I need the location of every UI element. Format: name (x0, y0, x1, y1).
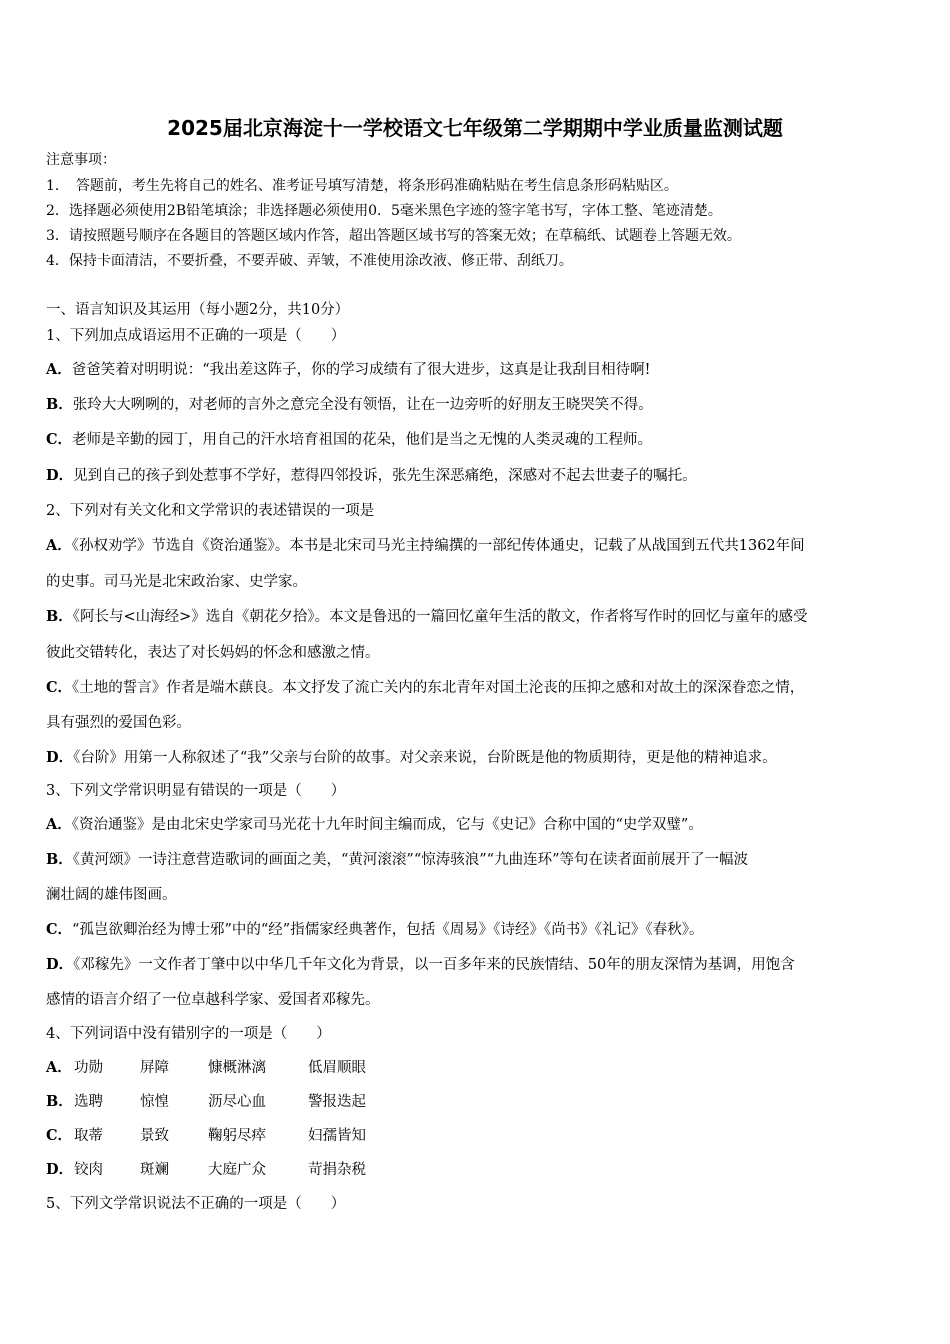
question-4-option-d (46, 1160, 916, 1180)
question-2-option-a-cont: 的史事。司马光是北宋政治家、史学家。 (46, 574, 307, 590)
option-label: D． (46, 1161, 74, 1178)
option-label: A． (46, 1059, 72, 1076)
word: 惊惶 (140, 1094, 169, 1110)
option-text: 张玲大大咧咧的，对老师的言外之意完全没有领悟，让在一边旁听的好朋友王晓哭笑不得。 (72, 397, 653, 413)
notice-item-1: 1． 答题前，考生先将自己的姓名、准考证号填写清楚，将条形码准确粘贴在考生信息条形码粘贴区。 (46, 178, 678, 194)
notice-heading: 注意事项： (46, 152, 116, 168)
option-text: 见到自己的孩子到处惹事不学好，惹得四邻投诉，张先生深恶痛绝，深感对不起去世妻子的嘱托。 (73, 468, 697, 484)
question-3-option-d-cont: 感情的语言介绍了一位卓越科学家、爱国者邓稼先。 (46, 992, 380, 1008)
option-label: C． (46, 679, 73, 696)
notice-item-3: 3．请按照题号顺序在各题目的答题区域内作答，超出答题区域书写的答案无效；在草稿纸、试题卷上答题无效。 (46, 228, 741, 244)
question-2-option-c (46, 678, 916, 698)
option-label: D． (46, 749, 74, 766)
option-text: 《资治通鉴》是由北宋史学家司马光花十九年时间主编而成，它与《史记》合称中国的“史学双璧”。 (71, 817, 703, 833)
word: 铰肉 (74, 1162, 103, 1178)
question-3-option-b-cont: 澜壮阔的雄伟图画。 (46, 887, 177, 903)
word: 低眉顺眼 (308, 1060, 366, 1076)
question-2-stem: 2、下列对有关文化和文学常识的表述错误的一项是 (46, 503, 375, 519)
question-5-stem: 5、下列文学常识说法不正确的一项是（ ） (46, 1196, 346, 1212)
question-3-stem: 3、下列文学常识明显有错误的一项是（ ） (46, 783, 346, 799)
question-3-option-b (46, 850, 916, 870)
option-label: D． (46, 956, 74, 973)
question-2-option-a (46, 536, 916, 556)
word: 斑斓 (140, 1162, 169, 1178)
option-label: B． (46, 608, 73, 625)
option-label: B． (46, 1093, 73, 1110)
question-4-option-c (46, 1126, 916, 1146)
option-label: D． (46, 467, 74, 484)
option-label: B． (46, 396, 73, 413)
question-3-option-c (46, 920, 916, 940)
word: 沥尽心血 (208, 1094, 266, 1110)
question-4-stem: 4、下列词语中没有错别字的一项是（ ） (46, 1026, 331, 1042)
option-text: 《邓稼先》一文作者丁肇中以中华几千年文化为背景，以一百多年来的民族情结、50年的朋友深情为基调，用饱含 (73, 957, 795, 973)
option-text: 《土地的誓言》作者是端木蕻良。本文抒发了流亡关内的东北青年对国土沦丧的压抑之感和对故土的深深眷恋之情， (72, 680, 805, 696)
word: 选聘 (74, 1094, 103, 1110)
word: 鞠躬尽瘁 (208, 1128, 266, 1144)
option-label: C． (46, 1127, 73, 1144)
question-1-option-a (46, 360, 916, 380)
option-text: 《阿长与<山海经>》选自《朝花夕拾》。本文是鲁迅的一篇回忆童年生活的散文，作者将写作时的回忆与童年的感受 (72, 609, 808, 625)
page-title: 2025届北京海淀十一学校语文七年级第二学期期中学业质量监测试题 (167, 116, 783, 140)
question-3-option-a (46, 815, 916, 835)
option-text: 爸爸笑着对明明说：“我出差这阵子，你的学习成绩有了很大进步，这真是让我刮目相待啊! (71, 362, 651, 378)
option-label: B． (46, 851, 73, 868)
question-1-stem: 1、下列加点成语运用不正确的一项是（ ） (46, 328, 346, 344)
word: 妇孺皆知 (308, 1128, 366, 1144)
word: 取蒂 (74, 1128, 103, 1144)
word: 屏障 (140, 1060, 169, 1076)
question-2-option-b (46, 607, 916, 627)
word: 景致 (140, 1128, 169, 1144)
word: 大庭广众 (208, 1162, 266, 1178)
question-1-option-b (46, 395, 916, 415)
question-2-option-d (46, 748, 916, 768)
notice-item-4: 4．保持卡面清洁，不要折叠，不要弄破、弄皱，不准使用涂改液、修正带、刮纸刀。 (46, 253, 573, 269)
section-heading: 一、语言知识及其运用（每小题2分，共10分） (46, 302, 350, 318)
word: 慷概淋漓 (208, 1060, 266, 1076)
word: 苛捐杂税 (308, 1162, 366, 1178)
option-text: 《孙权劝学》节选自《资治通鉴》。本书是北宋司马光主持编撰的一部纪传体通史，记载了从战国到五代共1362年间 (71, 538, 805, 554)
question-4-option-b (46, 1092, 916, 1112)
option-text: 《黄河颂》一诗注意营造歌词的画面之美，“黄河滚滚”“惊涛骇浪”“九曲连环”等句在读者面前展开了一幅波 (72, 852, 748, 868)
option-text: 老师是辛勤的园丁，用自己的汗水培育祖国的花朵，他们是当之无愧的人类灵魂的工程师。 (72, 432, 653, 448)
option-label: A． (46, 361, 72, 378)
question-1-option-c (46, 430, 916, 450)
word: 功勋 (74, 1060, 103, 1076)
question-3-option-d (46, 955, 916, 975)
question-2-option-c-cont: 具有强烈的爱国色彩。 (46, 715, 191, 731)
word: 警报迭起 (308, 1094, 366, 1110)
option-label: A． (46, 537, 72, 554)
option-text: “孤岂欲卿治经为博士邪”中的“经”指儒家经典著作，包括《周易》《诗经》《尚书》《礼记》《春秋》。 (72, 922, 704, 938)
question-4-option-a (46, 1058, 916, 1078)
question-2-option-b-cont: 彼此交错转化，表达了对长妈妈的怀念和感激之情。 (46, 645, 380, 661)
option-label: C． (46, 921, 73, 938)
option-label: A． (46, 816, 72, 833)
option-text: 《台阶》用第一人称叙述了“我”父亲与台阶的故事。对父亲来说，台阶既是他的物质期待，更是他的精神追求。 (73, 750, 777, 766)
notice-item-2: 2．选择题必须使用2B铅笔填涂；非选择题必须使用0．5毫米黑色字迹的签字笔书写，字体工整、笔迹清楚。 (46, 203, 722, 219)
question-1-option-d (46, 466, 916, 486)
option-label: C． (46, 431, 73, 448)
